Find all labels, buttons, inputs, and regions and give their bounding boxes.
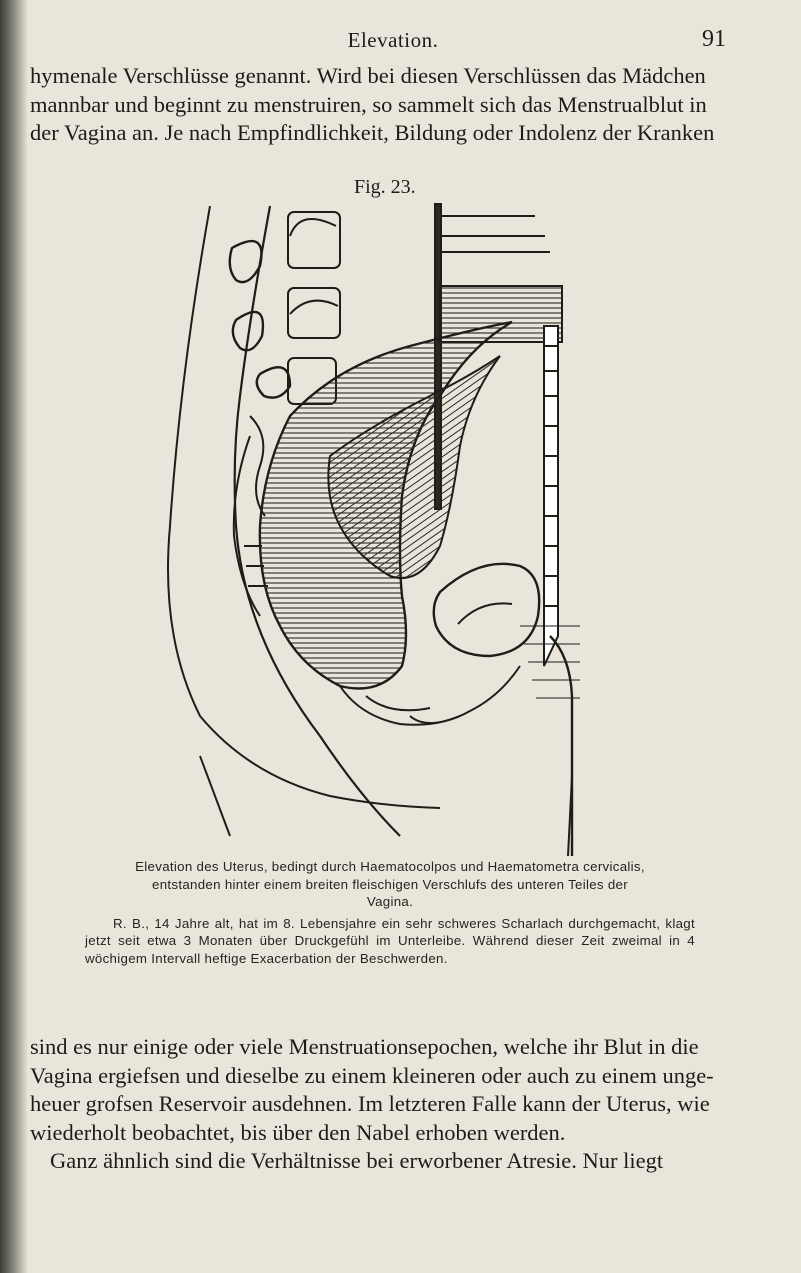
figure-label: Fig. 23. (354, 176, 416, 198)
text-line: wiederholt beobachtet, bis über den Nabel erhoben werden. (30, 1119, 566, 1145)
rectus-muscle (544, 326, 558, 666)
bladder (434, 564, 539, 656)
figure-caption (85, 858, 695, 967)
text-line: Vagina ergiefsen und dieselbe zu einem kleineren oder auch zu einem unge- (30, 1062, 714, 1088)
anatomical-illustration (140, 196, 600, 856)
caption-title-line: Vagina. (366, 894, 414, 909)
top-paragraph (30, 62, 770, 148)
running-title: Elevation. (347, 28, 439, 52)
text-line: hymenale Verschlüsse genannt. Wird bei diesen Verschlüssen das Mädchen (30, 63, 706, 88)
page-edge-shadow (0, 0, 28, 1273)
rectum (234, 436, 260, 616)
vertebra (288, 212, 340, 268)
caption-title-line: Elevation des Uterus, bedingt durch Haematocolpos und Haematometra cervicalis, (135, 859, 645, 874)
text-line: sind es nur einige oder viele Menstruationsepochen, welche ihr Blut in die (30, 1034, 699, 1059)
caption-case-text: R. B., 14 Jahre alt, hat im 8. Lebensjahre ein sehr schweres Scharlach durchgemacht, klagt jetzt seit etwa 3 Monaten über Druckgefühl im Unterleibe. Während dieser Zeit zweimal in 4 wöchigem Intervall heftige Exacerbation der Beschwerden. (85, 915, 695, 966)
bottom-paragraph (30, 1033, 770, 1176)
text-line: der Vagina an. Je nach Empfindlichkeit, Bildung oder Indolenz der Kranken (30, 120, 715, 145)
page-number: 91 (702, 26, 726, 52)
page-header (0, 28, 801, 58)
vertebra (288, 288, 340, 338)
text-line: heuer grofsen Reservoir ausdehnen. Im letzteren Falle kann der Uterus, wie (30, 1091, 710, 1116)
text-line: Ganz ähnlich sind die Verhältnisse bei erworbener Atresie. Nur liegt (50, 1148, 664, 1173)
text-line: mannbar und beginnt zu menstruiren, so sammelt sich das Menstrualblut in (30, 91, 707, 117)
caption-title-line: entstanden hinter einem breiten fleischigen Verschlufs des unteren Teiles der (152, 876, 628, 892)
